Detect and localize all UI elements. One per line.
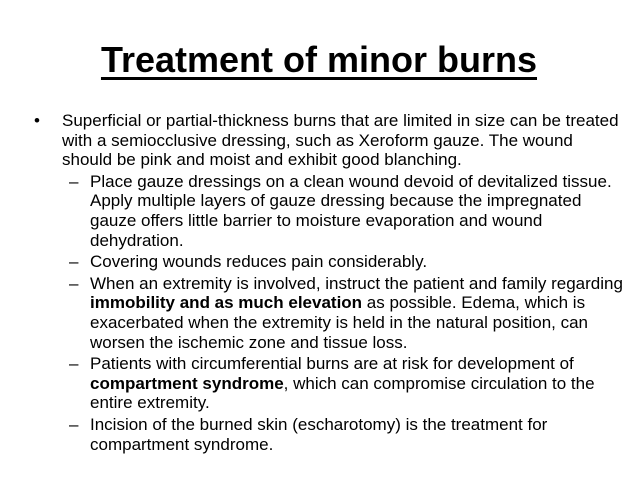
- dash-icon: –: [69, 414, 79, 434]
- dash-icon: –: [69, 252, 79, 272]
- sub-point-pain: [34, 252, 624, 272]
- sub-point-text: Place gauze dressings on a clean wound devoid of devitalized tissue. Apply multiple layers of gauze dressing because the impregnated gauze offers little barrier to moisture evaporation and wound dehydration.: [90, 171, 612, 250]
- slide-title: Treatment of minor burns: [100, 39, 538, 80]
- sub-point-text-before: Patients with circumferential burns are at risk for development of: [90, 354, 574, 374]
- main-bullet-point: [34, 111, 624, 454]
- sub-point-circumferential: [34, 354, 624, 413]
- slide-body: [34, 111, 624, 456]
- sub-point-text-after: , which can compromise circulation to the entire extremity.: [90, 373, 595, 413]
- sub-point-text-before: When an extremity is involved, instruct the patient and family regarding: [90, 273, 623, 293]
- sub-point-escharotomy: [34, 415, 624, 454]
- sub-point-text-after: as possible. Edema, which is exacerbated when the extremity is held in the natural position, can worsen the ischemic zone and tissue loss.: [90, 293, 589, 352]
- sub-point-extremity: [34, 274, 624, 352]
- emphasis-compartment-syndrome: compartment syndrome: [90, 373, 284, 393]
- dash-icon: –: [69, 354, 79, 374]
- dash-icon: –: [69, 171, 79, 191]
- sub-point-text: Covering wounds reduces pain considerably.: [90, 252, 428, 272]
- bullet-icon: •: [34, 111, 40, 130]
- emphasis-immobility: immobility and as much elevation: [90, 293, 363, 313]
- dash-icon: –: [69, 273, 79, 293]
- sub-point-text: Incision of the burned skin (escharotomy) is the treatment for compartment syndrome.: [90, 414, 548, 454]
- sub-point-dressing: [34, 172, 624, 250]
- sub-point-list: [62, 172, 624, 454]
- main-point-text: Superficial or partial-thickness burns that are limited in size can be treated with a semiocclusive dressing, such as Xeroform gauze. The wound should be pink and moist and exhibit good blanching.: [62, 111, 619, 170]
